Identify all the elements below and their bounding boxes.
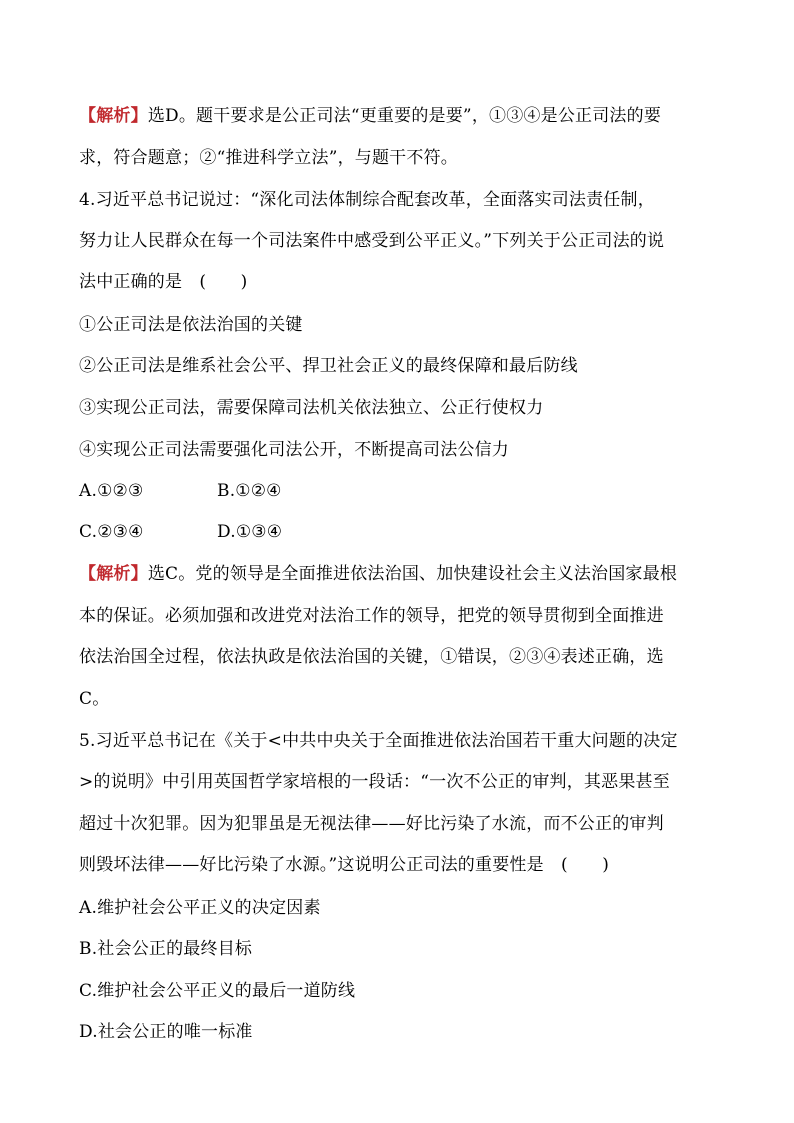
analysis-tag: 【解析】 bbox=[79, 564, 148, 584]
q4-statement-1: ①公正司法是依法治国的关键 bbox=[79, 315, 303, 335]
q4-option-c: C.②③④ bbox=[79, 522, 144, 542]
q5-option-d: D.社会公正的唯一标准 bbox=[79, 1022, 253, 1042]
q4-statement-4: ④实现公正司法需要强化司法公开，不断提高司法公信力 bbox=[79, 440, 509, 460]
q4-analysis-line-1 bbox=[79, 562, 729, 586]
q5-stem-line-1: 5.习近平总书记在《关于<中共中央关于全面推进依法治国若干重大问题的决定 bbox=[79, 731, 678, 751]
q5-stem-line-4: 则毁坏法律——好比污染了水源。”这说明公正司法的重要性是 ( ) bbox=[79, 855, 610, 875]
q4-options-row-1 bbox=[79, 479, 729, 503]
q5-stem-line-2: >的说明》中引用英国哲学家培根的一段话：“一次不公正的审判，其恶果甚至 bbox=[79, 772, 670, 792]
q4-option-b: B.①②④ bbox=[217, 481, 282, 501]
q5-option-b: B.社会公正的最终目标 bbox=[79, 939, 253, 959]
q4-stem-line-2: 努力让人民群众在每一个司法案件中感受到公平正义。”下列关于公正司法的说 bbox=[79, 231, 665, 251]
q4-analysis-line-2: 本的保证。必须加强和改进党对法治工作的领导，把党的领导贯彻到全面推进 bbox=[79, 606, 664, 626]
analysis-tag: 【解析】 bbox=[79, 106, 148, 126]
q4-analysis-text-1: 选C。党的领导是全面推进依法治国、加快建设社会主义法治国家最根 bbox=[147, 564, 678, 584]
q3-analysis-text-1: 选D。题干要求是公正司法“更重要的是要”，①③④是公正司法的要 bbox=[147, 106, 662, 126]
q3-analysis-line-2: 求，符合题意；②“推进科学立法”，与题干不符。 bbox=[79, 148, 458, 168]
q4-statement-2: ②公正司法是维系社会公平、捍卫社会正义的最终保障和最后防线 bbox=[79, 356, 578, 376]
q4-statement-3: ③实现公正司法，需要保障司法机关依法独立、公正行使权力 bbox=[79, 398, 544, 418]
q4-stem-line-3: 法中正确的是 ( ) bbox=[79, 272, 248, 292]
q5-stem-line-3: 超过十次犯罪。因为犯罪虽是无视法律——好比污染了水流，而不公正的审判 bbox=[79, 814, 664, 834]
q5-option-c: C.维护社会公平正义的最后一道防线 bbox=[79, 981, 356, 1001]
q3-analysis-line-1 bbox=[79, 104, 729, 128]
q4-option-d: D.①③④ bbox=[217, 522, 283, 542]
q5-option-a: A.维护社会公平正义的决定因素 bbox=[79, 898, 321, 918]
q4-analysis-line-4: C。 bbox=[79, 689, 110, 709]
q4-stem-line-1: 4.习近平总书记说过：“深化司法体制综合配套改革，全面落实司法责任制， bbox=[79, 190, 655, 210]
q4-analysis-line-3: 依法治国全过程，依法执政是依法治国的关键，①错误，②③④表述正确，选 bbox=[79, 647, 664, 667]
q4-options-row-2 bbox=[79, 520, 729, 544]
q4-option-a: A.①②③ bbox=[79, 481, 144, 501]
